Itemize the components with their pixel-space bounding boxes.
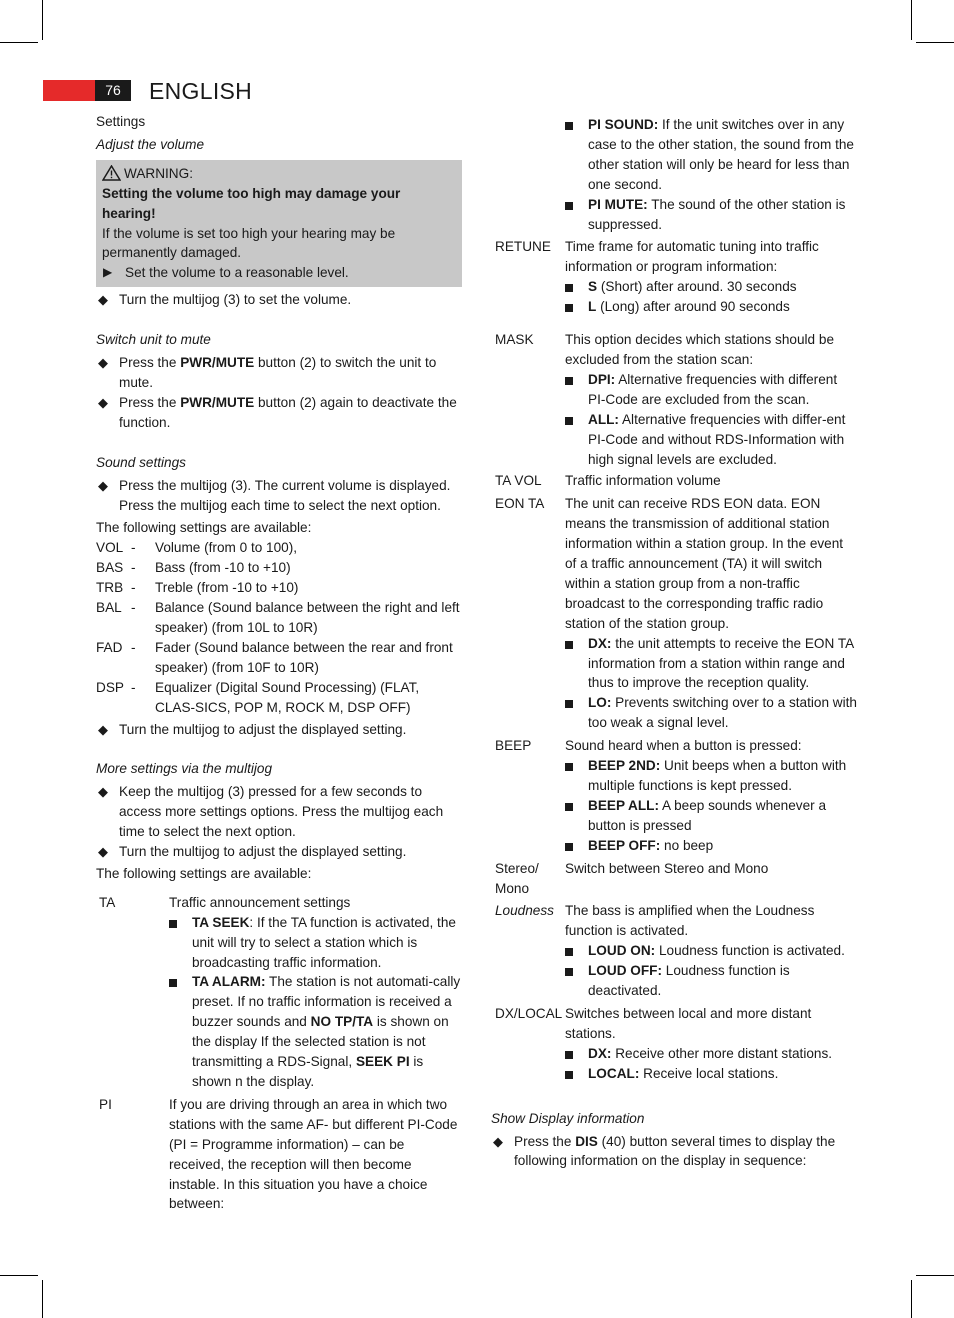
list-item: LOUD OFF: Loudness function is deactivated. <box>565 961 857 1001</box>
stereo-mono-key: Stereo/ Mono <box>495 860 539 896</box>
dx-local-row <box>495 1004 857 1084</box>
sound-item: FAD - Fader (Sound balance between the rear and front speaker) (from 10F to 10R) <box>96 639 453 675</box>
diamond-bullet-icon: ◆ <box>98 292 108 308</box>
list-item: ◆ Press the multijog (3). The current volume is displayed. Press the multijog each time to select the next option. <box>98 477 451 513</box>
ta-vol-text: Traffic information volume <box>565 473 721 489</box>
sound-item: VOL - Volume (from 0 to 100), <box>96 540 298 556</box>
square-bullet-icon <box>565 377 573 385</box>
list-item: DPI: Alternative frequencies with different PI-Code are excluded from the scan. <box>565 370 857 410</box>
right-column <box>491 115 857 1171</box>
header-accent-bar <box>43 80 95 101</box>
language-heading: ENGLISH <box>149 78 253 104</box>
loudness-row <box>495 901 857 1001</box>
warning-icon <box>102 165 121 181</box>
beep-key: BEEP <box>495 738 532 754</box>
section-title: Settings <box>96 114 146 129</box>
crop-mark <box>916 1275 954 1276</box>
list-item: ◆ Press the PWR/MUTE button (2) again to deactivate the function. <box>98 394 457 430</box>
stereo-mono-text: Switch between Stereo and Mono <box>565 860 769 876</box>
list-item: BEEP ALL: A beep sounds whenever a button is pressed <box>565 796 857 836</box>
arrow-right-icon: ▶ <box>103 265 113 280</box>
warning-box <box>96 160 462 287</box>
list-item: BEEP OFF: no beep <box>565 836 857 856</box>
left-column <box>96 112 462 1214</box>
square-bullet-icon <box>565 948 573 956</box>
eon-ta-key: EON TA <box>495 496 545 512</box>
list-item: ◆ Turn the multijog to adjust the displayed setting. <box>96 842 462 862</box>
ta-key: TA <box>99 894 116 910</box>
loudness-text: The bass is amplified when the Loudness function is activated. <box>565 903 815 939</box>
list-item: LOUD ON: Loudness function is activated. <box>565 941 857 961</box>
square-bullet-icon <box>565 1071 573 1079</box>
crop-mark <box>0 1275 38 1276</box>
square-bullet-icon <box>169 920 177 928</box>
square-bullet-icon <box>565 122 573 130</box>
pi-text: If you are driving through an area in which two stations with the same AF- but different PI-Code (PI = Programme information) – can be received, the reception will then become instable. In this situation you have a choice between: <box>169 1096 458 1212</box>
list-item: ◆ Keep the multijog (3) pressed for a few seconds to access more settings options. Press the multijog each time to select the next option. <box>98 784 444 840</box>
sound-intro: The following settings are available: <box>96 520 312 536</box>
dx-local-text: Switches between local and more distant stations. <box>565 1005 812 1041</box>
crop-mark <box>42 1280 43 1318</box>
crop-mark <box>911 1280 912 1318</box>
sound-item: DSP - Equalizer (Digital Sound Processing) (FLAT, CLAS-SICS, POP M, ROCK M, DSP OFF) <box>96 679 420 715</box>
sound-item: TRB - Treble (from -10 to +10) <box>96 580 299 596</box>
square-bullet-icon <box>565 304 573 312</box>
warning-text: If the volume is set too high your hearing may be permanently damaged. <box>102 225 396 261</box>
list-item: PI MUTE: The sound of the other station is suppressed. <box>565 195 857 235</box>
dx-local-key: DX/LOCAL <box>495 1005 563 1021</box>
diamond-bullet-icon: ◆ <box>98 477 108 493</box>
display-heading: Show Display information <box>491 1110 645 1126</box>
eon-ta-text: The unit can receive RDS EON data. EON means the transmission of additional station information within a station group. In the event of a traffic announcement (TA) it will switch within a station group from a non-traffic broadcast to the corresponding traffic radio station of the station group. <box>565 496 844 631</box>
list-item: ◆ Press the DIS (40) button several times to display the following information on the display in sequence: <box>493 1133 836 1169</box>
list-item: ◆ Turn the multijog to adjust the displayed setting. <box>96 720 462 740</box>
adjust-volume-heading: Adjust the volume <box>96 136 205 152</box>
list-item: ◆ Press the PWR/MUTE button (2) to switch the unit to mute. <box>98 355 437 390</box>
diamond-bullet-icon: ◆ <box>98 722 108 738</box>
mute-heading: Switch unit to mute <box>96 332 211 348</box>
mask-text: This option decides which stations should be excluded from the station scan: <box>565 332 835 367</box>
more-heading: More settings via the multijog <box>96 761 273 777</box>
beep-text: Sound heard when a button is pressed: <box>565 738 802 754</box>
list-item: ALL: Alternative frequencies with differ-ent PI-Code and without RDS-Information with high signal levels are excluded. <box>565 410 857 470</box>
pi-key: PI <box>99 1096 112 1112</box>
diamond-bullet-icon: ◆ <box>493 1133 503 1149</box>
retune-text: Time frame for automatic tuning into traffic information or program information: <box>565 239 819 275</box>
square-bullet-icon <box>565 1051 573 1059</box>
ta-vol-row <box>495 471 857 491</box>
more-intro: The following settings are available: <box>96 865 312 881</box>
crop-mark <box>42 0 43 40</box>
square-bullet-icon <box>565 641 573 649</box>
square-bullet-icon <box>565 763 573 771</box>
list-item: LOCAL: Receive local stations. <box>565 1064 857 1084</box>
square-bullet-icon <box>565 202 573 210</box>
square-bullet-icon <box>565 284 573 292</box>
retune-row <box>495 237 857 317</box>
diamond-bullet-icon: ◆ <box>98 394 108 410</box>
warning-bold-line: Setting the volume too high may damage your hearing! <box>102 185 401 221</box>
diamond-bullet-icon: ◆ <box>98 844 108 859</box>
beep-row <box>495 736 857 855</box>
sound-item: BAS - Bass (from -10 to +10) <box>96 560 291 576</box>
warning-action: ▶ Set the volume to a reasonable level. <box>102 263 456 283</box>
list-item: BEEP 2ND: Unit beeps when a button with multiple functions is kept pressed. <box>565 756 857 796</box>
ta-text: Traffic announcement settings <box>169 894 351 910</box>
crop-mark <box>0 42 38 43</box>
list-item: L (Long) after around 90 seconds <box>565 297 857 317</box>
pi-row <box>96 1095 462 1214</box>
list-item: ◆ Turn the multijog (3) to set the volume. <box>96 290 462 310</box>
list-item: PI SOUND: If the unit switches over in any case to the other station, the sound from the other station will only be heard for less than one second. <box>565 115 857 195</box>
ta-row <box>96 893 462 1092</box>
mask-key: MASK <box>495 332 534 348</box>
list-item: LO: Prevents switching over to a station with too weak a signal level. <box>565 693 857 733</box>
sound-heading: Sound settings <box>96 454 186 470</box>
crop-mark <box>911 0 912 40</box>
mask-row <box>495 330 857 469</box>
list-item: TA SEEK: If the TA function is activated, the unit will try to select a station which is broadcasting traffic information. <box>169 913 462 973</box>
warning-label: WARNING: <box>124 165 193 181</box>
sound-item: BAL - Balance (Sound balance between the right and left speaker) (from 10L to 10R) <box>96 600 460 635</box>
sound-items <box>96 538 462 717</box>
retune-key: RETUNE <box>495 239 551 255</box>
list-item: TA ALARM: The station is not automati-cally preset. If no traffic information is received a buzzer sounds and NO TP/TA is shown on the display If the selected station is not transmitting a RDS-Signal, SEEK PI is shown n the display. <box>169 972 462 1091</box>
diamond-bullet-icon: ◆ <box>98 784 108 800</box>
square-bullet-icon <box>565 803 573 811</box>
ta-vol-key: TA VOL <box>495 473 542 489</box>
square-bullet-icon <box>565 968 573 976</box>
diamond-bullet-icon: ◆ <box>98 355 108 371</box>
list-item: DX: the unit attempts to receive the EON TA information from a station within range and thus to improve the reception quality. <box>565 634 857 694</box>
list-item: DX: Receive other more distant stations. <box>565 1044 857 1064</box>
page-number: 76 <box>95 80 131 101</box>
square-bullet-icon <box>565 843 573 851</box>
square-bullet-icon <box>565 417 573 425</box>
eon-ta-row <box>495 494 857 733</box>
square-bullet-icon <box>565 700 573 708</box>
square-bullet-icon <box>169 979 177 987</box>
stereo-mono-row <box>495 859 857 899</box>
crop-mark <box>916 42 954 43</box>
list-item: S (Short) after around. 30 seconds <box>565 277 857 297</box>
loudness-key: Loudness <box>495 903 554 919</box>
